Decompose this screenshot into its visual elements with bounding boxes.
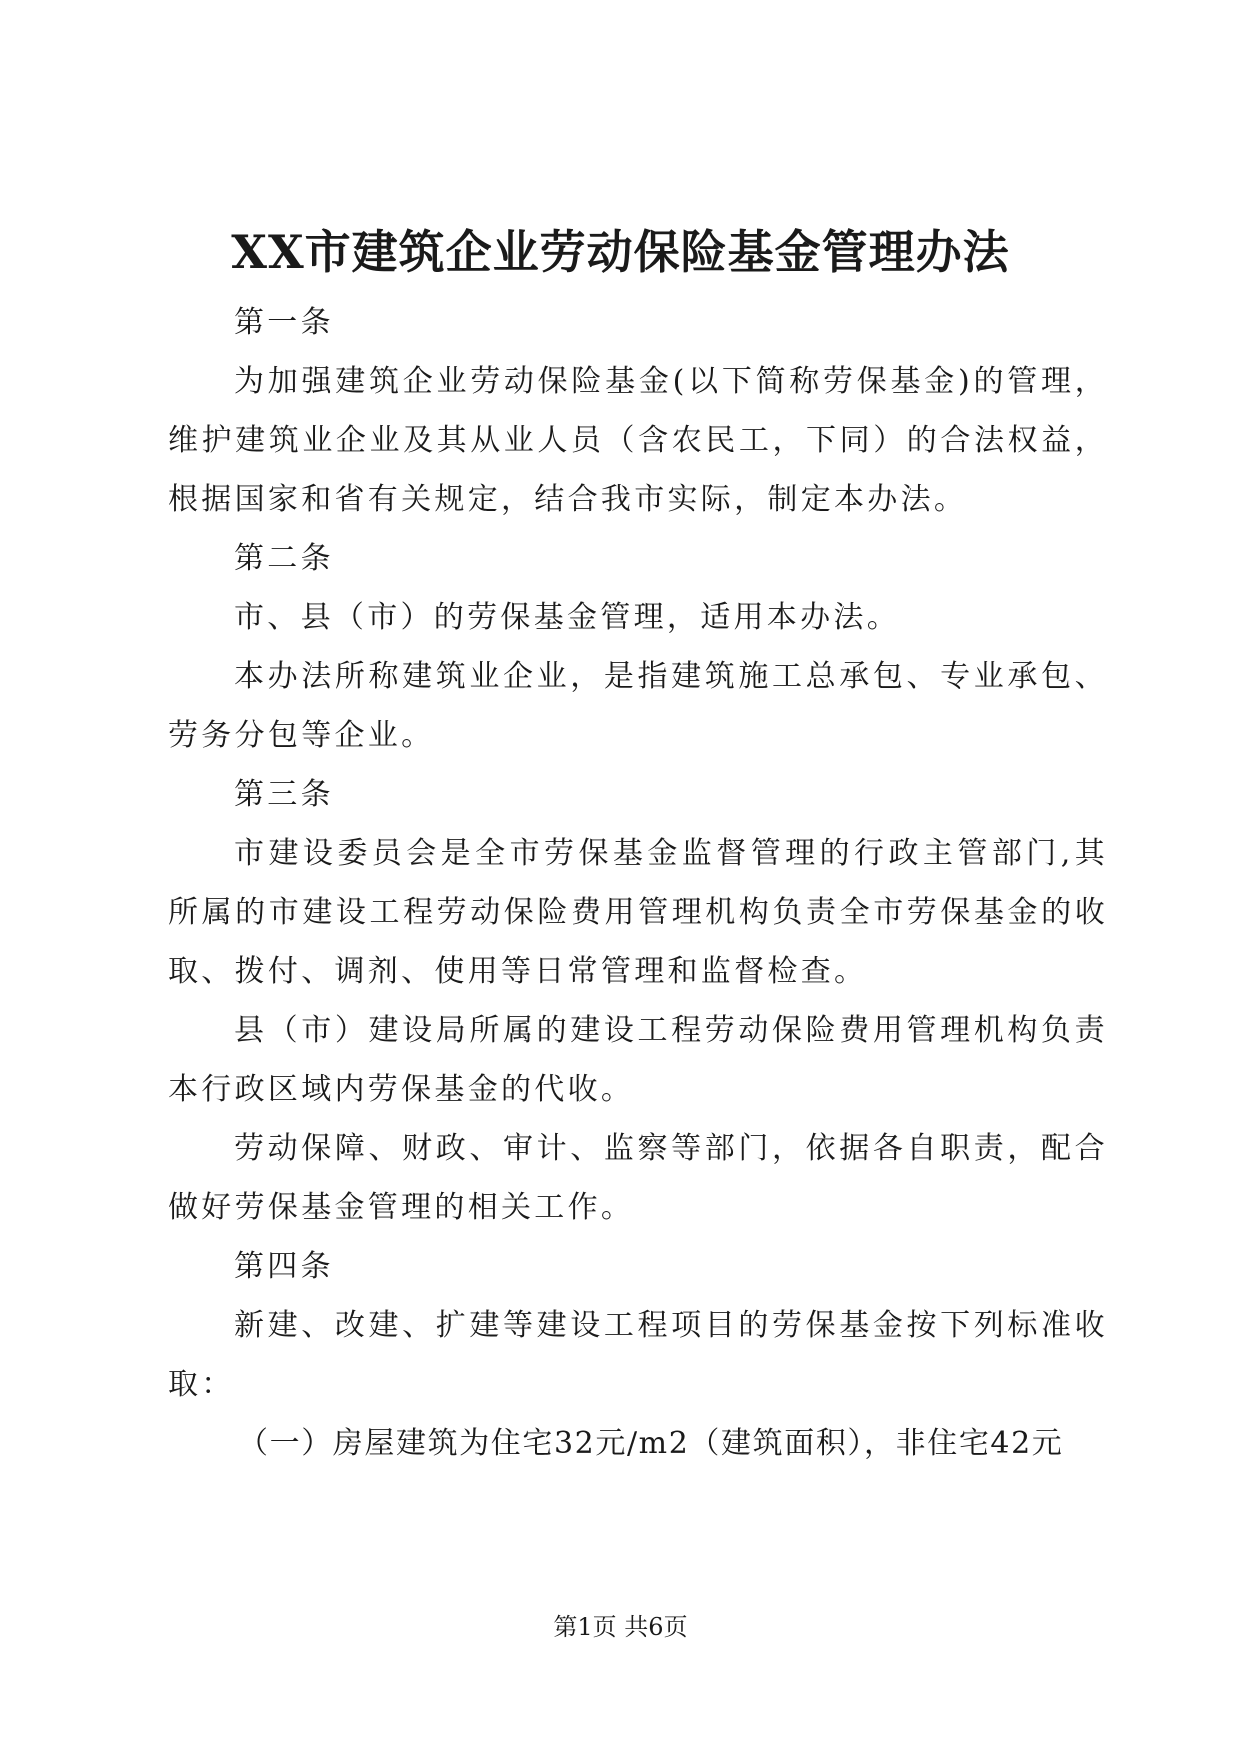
article-4-paragraph-1: 新建、改建、扩建等建设工程项目的劳保基金按下列标准收取：: [168, 1308, 1108, 1402]
article-2-paragraph-1: 市、县（市）的劳保基金管理，适用本办法。: [234, 600, 900, 635]
article-2-paragraph-2: 本办法所称建筑业企业，是指建筑施工总承包、专业承包、劳务分包等企业。: [168, 659, 1108, 753]
document-title: XX市建筑企业劳动保险基金管理办法: [231, 225, 1010, 279]
page-footer: 第1页 共6页: [553, 1613, 688, 1641]
article-3-paragraph-3: 劳动保障、财政、审计、监察等部门，依据各自职责，配合做好劳保基金管理的相关工作。: [168, 1131, 1108, 1225]
article-3-paragraph-2: 县（市）建设局所属的建设工程劳动保险费用管理机构负责本行政区域内劳保基金的代收。: [168, 1013, 1108, 1107]
article-4-heading: 第四条: [234, 1249, 334, 1284]
article-2-heading: 第二条: [234, 541, 334, 576]
article-4-item-1: （一）房屋建筑为住宅32元/m2（建筑面积），非住宅42元: [238, 1426, 1064, 1461]
article-1-paragraph-1: 为加强建筑企业劳动保险基金(以下简称劳保基金)的管理，维护建筑业企业及其从业人员（含农民工，下同）的合法权益，根据国家和省有关规定，结合我市实际，制定本办法。: [168, 364, 1108, 517]
document-body: [168, 293, 1108, 1473]
article-3-paragraph-1: 市建设委员会是全市劳保基金监督管理的行政主管部门,其所属的市建设工程劳动保险费用管理机构负责全市劳保基金的收取、拨付、调剂、使用等日常管理和监督检查。: [168, 836, 1108, 989]
article-1-heading: 第一条: [234, 305, 334, 340]
article-3-heading: 第三条: [234, 777, 334, 812]
